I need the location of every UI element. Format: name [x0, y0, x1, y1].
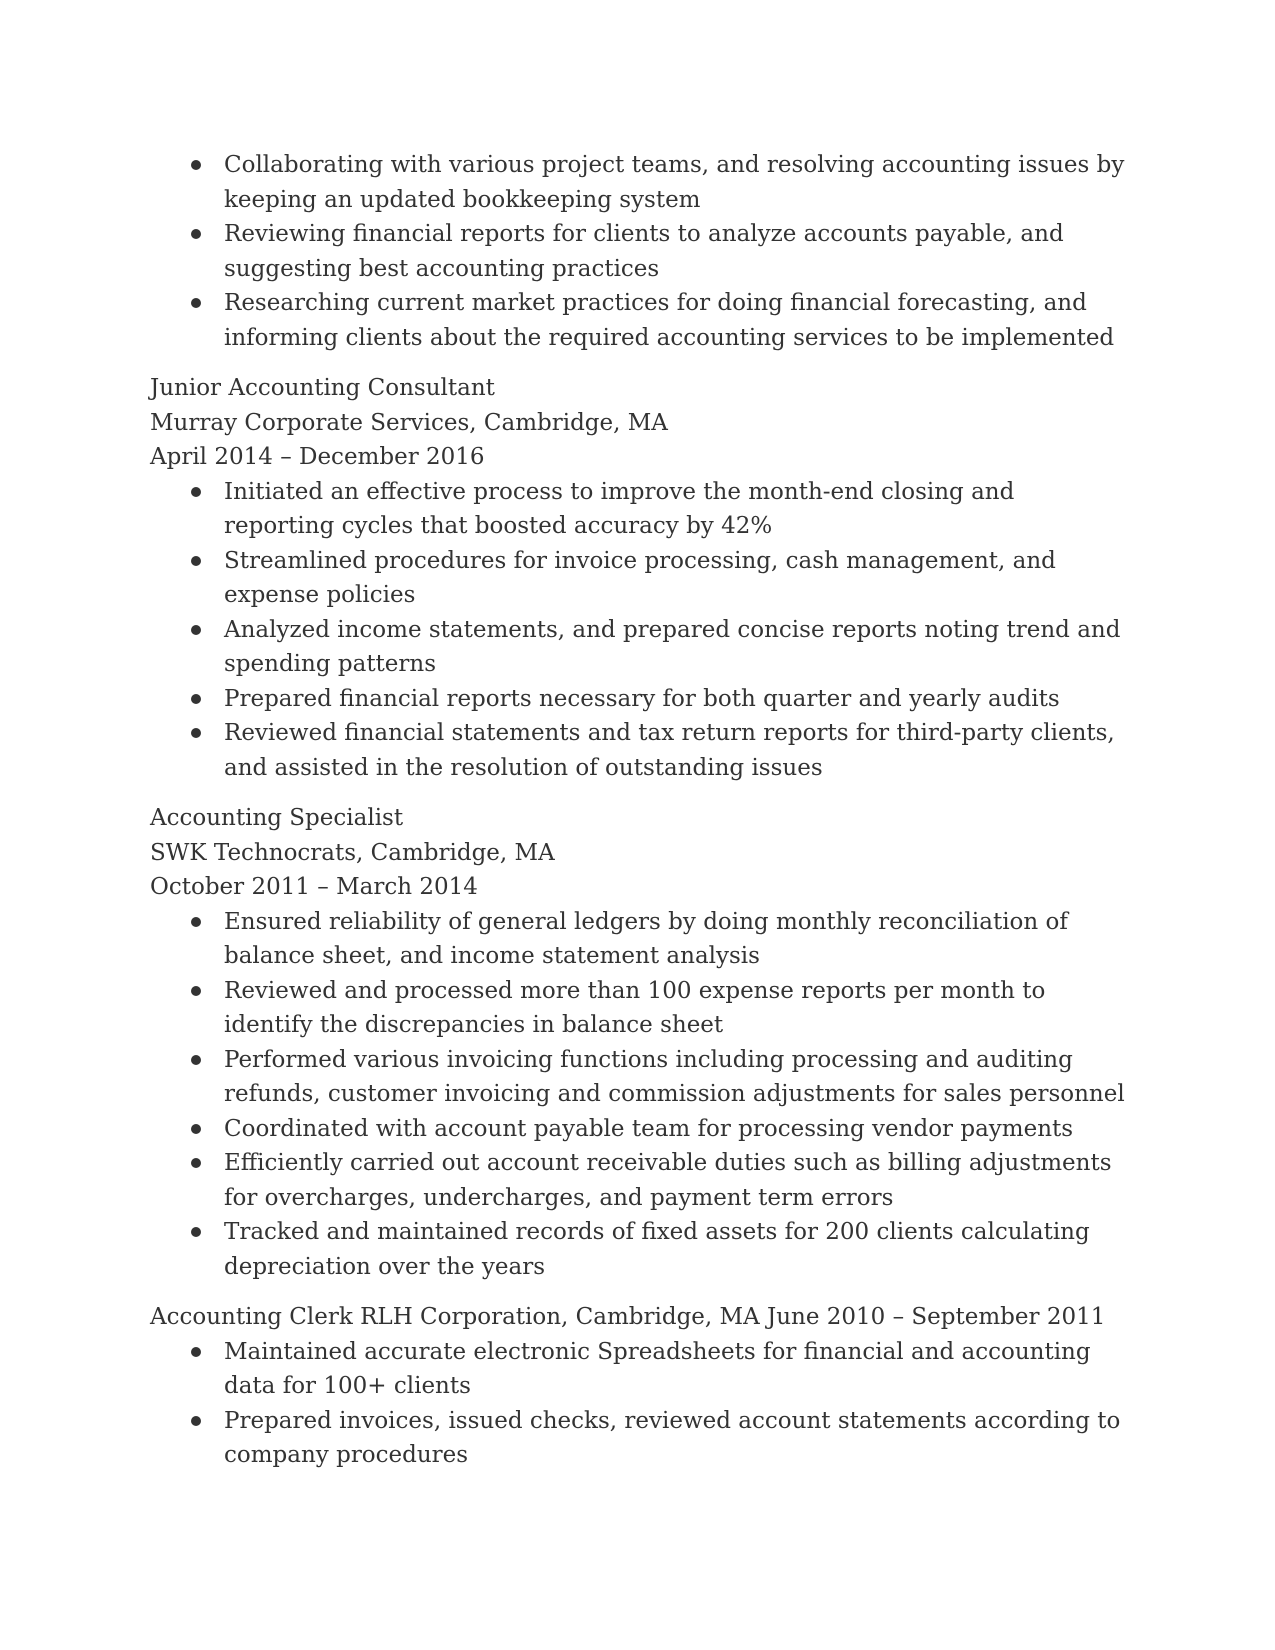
job-title: Accounting Specialist: [150, 805, 404, 831]
bullet-item: Analyzed income statements, and prepared concise reports noting trend and spending patterns: [150, 613, 1130, 682]
bullet-item: Tracked and maintained records of fixed assets for 200 clients calculating depreciation over the years: [150, 1215, 1130, 1284]
job-junior-accounting-consultant: [150, 371, 1130, 785]
bullet-item: Reviewing financial reports for clients to analyze accounts payable, and suggesting best accounting practices: [150, 217, 1130, 286]
job-bullets: [150, 475, 1130, 786]
bullet-item: Researching current market practices for doing financial forecasting, and informing clients about the required accounting services to be implemented: [150, 286, 1130, 355]
resume-page: [150, 148, 1130, 1473]
bullet-item: Prepared invoices, issued checks, reviewed account statements according to company procedures: [150, 1404, 1130, 1473]
bullet-item: Performed various invoicing functions including processing and auditing refunds, customer invoicing and commission adjustments for sales personnel: [150, 1043, 1130, 1112]
previous-role-bullets: [150, 148, 1130, 355]
job-bullets: [150, 1335, 1130, 1473]
job-accounting-clerk: [150, 1300, 1130, 1473]
bullet-item: Collaborating with various project teams, and resolving accounting issues by keeping an updated bookkeeping system: [150, 148, 1130, 217]
job-company: Murray Corporate Services, Cambridge, MA: [150, 409, 668, 436]
job-dates: April 2014 – December 2016: [150, 444, 485, 470]
job-title: Junior Accounting Consultant: [150, 375, 495, 401]
job-company: SWK Technocrats, Cambridge, MA: [150, 839, 555, 866]
job-header-line: Accounting Clerk RLH Corporation, Cambridge, MA June 2010 – September 2011: [150, 1304, 1106, 1330]
job-dates: October 2011 – March 2014: [150, 874, 478, 900]
bullet-item: Maintained accurate electronic Spreadsheets for financial and accounting data for 100+ clients: [150, 1335, 1130, 1404]
bullet-item: Initiated an effective process to improve the month-end closing and reporting cycles that boosted accuracy by 42%: [150, 475, 1130, 544]
bullet-item: Reviewed financial statements and tax return reports for third-party clients, and assisted in the resolution of outstanding issues: [150, 716, 1130, 785]
job-bullets: [150, 905, 1130, 1285]
bullet-item: Efficiently carried out account receivable duties such as billing adjustments for overcharges, undercharges, and payment term errors: [150, 1146, 1130, 1215]
bullet-item: Prepared financial reports necessary for both quarter and yearly audits: [150, 682, 1130, 717]
bullet-item: Streamlined procedures for invoice processing, cash management, and expense policies: [150, 544, 1130, 613]
bullet-item: Ensured reliability of general ledgers by doing monthly reconciliation of balance sheet, and income statement analysis: [150, 905, 1130, 974]
bullet-item: Reviewed and processed more than 100 expense reports per month to identify the discrepancies in balance sheet: [150, 974, 1130, 1043]
bullet-item: Coordinated with account payable team for processing vendor payments: [150, 1112, 1130, 1147]
job-accounting-specialist: [150, 801, 1130, 1284]
